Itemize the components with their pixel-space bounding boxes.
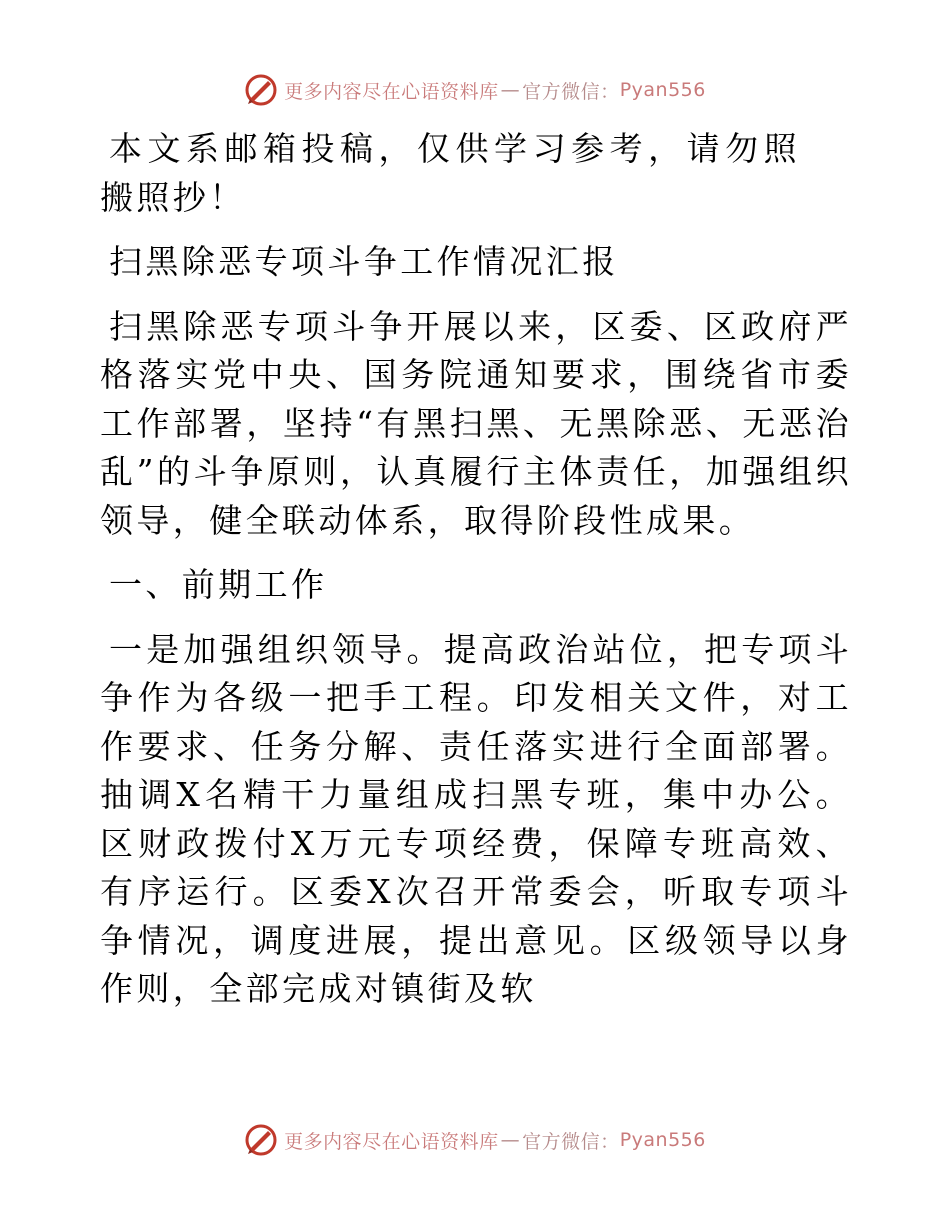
watermark-wechat-label: 官方微信：: [522, 1130, 620, 1153]
watermark-separator: —: [500, 79, 521, 101]
document-body: [100, 125, 852, 1014]
section-body-paragraph: 一是加强组织领导。提高政治站位，把专项斗争作为各级一把手工程。印发相关文件，对工作要求、任务分解、责任落实进行全面部署。抽调X名精干力量组成扫黑专班，集中办公。区财政拨付X万元专项经费，保障专班高效、有序运行。区委X次召开常委会，听取专项斗争情况，调度进展，提出意见。区级领导以身作则，全部完成对镇街及软: [100, 629, 852, 1008]
document-title: 扫黑除恶专项斗争工作情况汇报: [109, 242, 619, 281]
pen-logo-icon: [244, 1123, 278, 1157]
watermark-wechat-id: Pyan556: [619, 1129, 706, 1151]
watermark-main-text: 更多内容尽在心语资料库: [284, 80, 499, 103]
intro-paragraph: 扫黑除恶专项斗争开展以来，区委、区政府严格落实党中央、国务院通知要求，围绕省市委工作部署，坚持“有黑扫黑、无黑除恶、无恶治乱”的斗争原则，认真履行主体责任，加强组织领导，健全联动体系，取得阶段性成果。: [100, 306, 852, 540]
pen-logo-icon: [244, 73, 278, 107]
footer-watermark: [0, 1120, 950, 1160]
watermark-separator: —: [500, 1129, 521, 1151]
header-watermark: [0, 70, 950, 110]
watermark-wechat-label: 官方微信：: [522, 80, 620, 103]
watermark-main-text: 更多内容尽在心语资料库: [284, 1130, 499, 1153]
watermark-wechat-id: Pyan556: [619, 79, 706, 101]
notice-paragraph: 本文系邮箱投稿，仅供学习参考，请勿照搬照抄！: [100, 129, 800, 217]
section-heading: 一、前期工作: [109, 565, 328, 604]
